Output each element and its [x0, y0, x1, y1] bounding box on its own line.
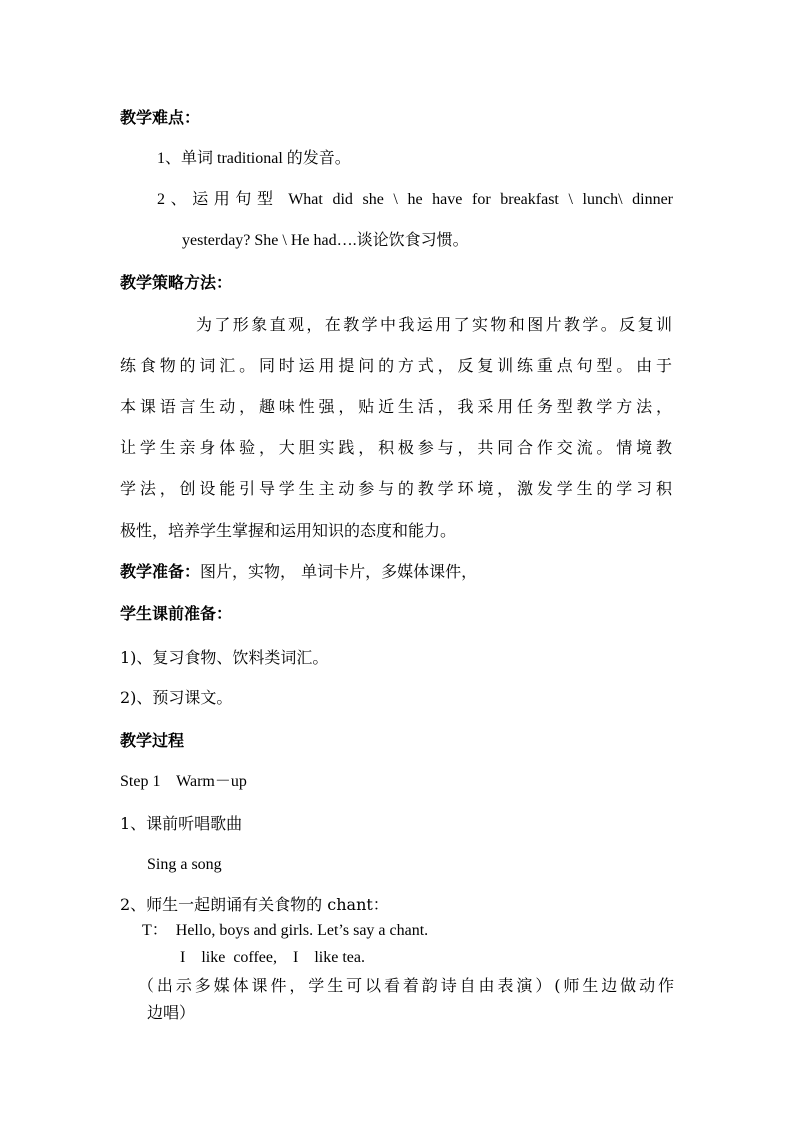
- difficulty-item-1: 1、单词 traditional 的发音。: [157, 150, 351, 167]
- dialog-line-2: I like coffee, I like tea.: [180, 949, 365, 966]
- dialog-line-1: T： Hello, boys and girls. Let’s say a chant.: [142, 922, 429, 939]
- strategy-line: 让学生亲身体验，大胆实践，积极参与，共同合作交流。情境教: [120, 438, 672, 457]
- process-item-1: 1、课前听唱歌曲: [120, 814, 243, 833]
- note-line-2: 边唱）: [147, 1003, 196, 1022]
- preparation-line: [120, 562, 477, 582]
- process-item-2: 2、师生一起朗诵有关食物的 chant：: [120, 895, 389, 914]
- process-heading: 教学过程: [120, 731, 185, 750]
- difficulties-heading: 教学难点：: [120, 108, 201, 127]
- strategy-line: 本课语言生动，趣味性强，贴近生活，我采用任务型教学方法，: [120, 397, 672, 416]
- strategy-line: 极性，培养学生掌握和运用知识的态度和能力。: [120, 521, 457, 540]
- student-prep-heading: 学生课前准备：: [120, 604, 233, 623]
- student-prep-item-2: 2)、预习课文。: [120, 688, 233, 707]
- difficulty-item-2-line-1: 2、运用句型 What did she \ he have for breakfast \ lunch\ dinner: [157, 191, 673, 208]
- preparation-text: 图片，实物， 单词卡片，多媒体课件，: [200, 562, 478, 581]
- preparation-heading: 教学准备：: [120, 562, 201, 581]
- strategy-heading: 教学策略方法：: [120, 273, 233, 292]
- note-line-1: （出示多媒体课件，学生可以看着韵诗自由表演）(师生边做动作: [138, 976, 674, 995]
- step-1-title: Step 1 Warm－up: [120, 773, 247, 790]
- strategy-line: 学法，创设能引导学生主动参与的教学环境，激发学生的学习积: [120, 479, 672, 498]
- strategy-line: 为了形象直观，在教学中我运用了实物和图片教学。反复训: [196, 315, 672, 334]
- strategy-line: 练食物的词汇。同时运用提问的方式，反复训练重点句型。由于: [120, 356, 672, 375]
- difficulty-item-2-line-2: yesterday? She \ He had….谈论饮食习惯。: [182, 232, 469, 249]
- student-prep-item-1: 1)、复习食物、饮料类词汇。: [120, 648, 329, 667]
- process-item-1-detail: Sing a song: [147, 856, 222, 873]
